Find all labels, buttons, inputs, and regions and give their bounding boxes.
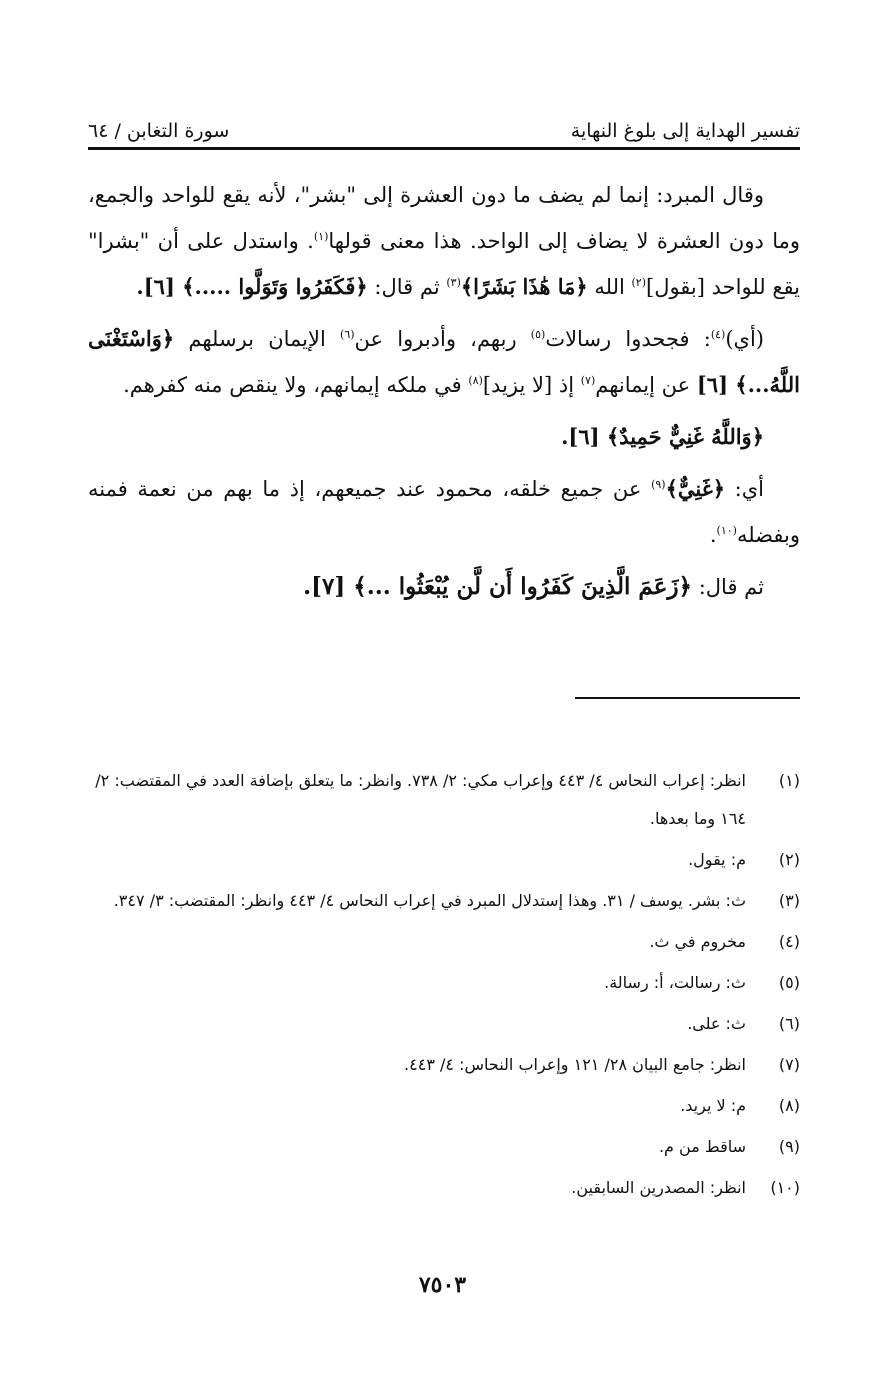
footnote-number: (٥): [778, 973, 800, 992]
footnote-text: انظر: جامع البيان ٢٨/ ١٢١ وإعراب النحاس: ٤/ ٤٤٣.: [404, 1055, 746, 1074]
footnote-item: [88, 762, 800, 838]
running-header: [88, 108, 800, 142]
page-number: ٧٥٠٣: [418, 1272, 467, 1298]
footnote-item: [88, 1087, 800, 1125]
footnote-ref-10: (١٠): [716, 524, 737, 537]
paragraph-1: وقال المبرد: إنما لم يضف ما دون العشرة إلى "بشر"، لأنه يقع للواحد والجمع، وما دون العشرة لا يضاف إلى الواحد. هذا معنى قولها$^{(١)}$. واستدل على أن "بشرا" يقع للواحد [بقول]$^{(٢)}$ الله ﴿مَا هَٰذَا بَشَرًا﴾$^{(٣)}$ ثم قال: ﴿فَكَفَرُوا وَتَوَلَّوا .....﴾ [٦].: [88, 183, 800, 299]
footnote-item: [88, 841, 800, 879]
quran-verse: ﴿غَنِيٌّ﴾: [665, 476, 726, 501]
footnote-ref-9: (٩): [651, 478, 666, 491]
footnote-ref-4: (٤): [710, 328, 726, 341]
footnote-text: ث: رسالت، أ: رسالة.: [604, 973, 746, 992]
footnote-number: (١٠): [770, 1178, 800, 1197]
footnote-item: [88, 1005, 800, 1043]
footnote-text: ث: على.: [687, 1014, 746, 1033]
footnote-item: [88, 923, 800, 961]
footnote-ref-7: (٧): [580, 374, 596, 387]
footnote-number: (٤): [778, 932, 800, 951]
footnote-text: ث: بشر. يوسف / ٣١. وهذا إستدلال المبرد في إعراب النحاس ٤/ ٤٤٣ وانظر: المقتضب: ٣/ ٣٤٧.: [113, 891, 746, 910]
paragraph-5: ثم قال: ﴿زَعَمَ الَّذِينَ كَفَرُوا أَن لَّن يُبْعَثُوا ...﴾ [٧].: [303, 573, 764, 600]
footnote-item: [88, 1128, 800, 1166]
footnote-ref-5: (٥): [530, 328, 546, 341]
footnote-item: [88, 882, 800, 920]
footnote-number: (٢): [778, 850, 800, 869]
paragraph-3: [88, 414, 800, 460]
quran-verse: ﴿زَعَمَ الَّذِينَ كَفَرُوا أَن لَّن يُبْعَثُوا ...﴾ [٧].: [303, 573, 693, 600]
quran-verse: ﴿وَاسْتَغْنَى اللَّهُ...﴾ [٦]: [88, 326, 800, 397]
footnote-number: (٨): [778, 1096, 800, 1115]
footnote-text: ساقط من م.: [658, 1137, 746, 1156]
footnote-item: [88, 1046, 800, 1084]
footnote-text: مخروم في ث.: [649, 932, 746, 951]
surah-reference: سورة التغابن / ٦٤: [88, 120, 230, 142]
footnote-text: م: يقول.: [688, 850, 746, 869]
paragraph-2: (أي)$^{(٤)}$: فجحدوا رسالات$^{(٥)}$ ربهم، وأدبروا عن$^{(٦)}$ الإيمان برسلهم ﴿وَاسْتَغْنَى اللَّهُ...﴾ [٦] عن إيمانهم$^{(٧)}$ إذ [لا يزيد]$^{(٨)}$ في ملكه إيمانهم، ولا ينقص منه كفرهم.: [88, 326, 800, 397]
footnote-number: (٣): [778, 891, 800, 910]
footnote-ref-6: (٦): [340, 328, 355, 341]
book-title: تفسير الهداية إلى بلوغ النهاية: [570, 120, 800, 142]
footnote-number: (١): [778, 771, 800, 790]
footnote-number: (٧): [778, 1055, 800, 1074]
header-divider: [88, 147, 800, 150]
footnote-text: انظر: إعراب النحاس ٤/ ٤٤٣ وإعراب مكي: ٢/ ٧٣٨. وانظر: ما يتعلق بإضافة العدد في المقتضب: ٢/ ١٦٤ وما بعدها.: [95, 771, 746, 828]
footnote-divider: [575, 697, 800, 699]
footnote-ref-1: (١): [313, 230, 329, 243]
footnotes: [88, 762, 800, 1210]
quran-verse: ﴿وَاللَّهُ غَنِيٌّ حَمِيدٌ﴾ [٦].: [561, 424, 764, 449]
footnote-ref-3: (٣): [446, 276, 461, 289]
quran-verse: ﴿فَكَفَرُوا وَتَوَلَّوا .....﴾ [٦].: [136, 274, 368, 299]
main-text: [88, 172, 800, 616]
paragraph-4: أي: ﴿غَنِيٌّ﴾$^{(٩)}$ عن جميع خلقه، محمود عند جميعهم، إذ ما بهم من نعمة فمنه وبفضله$^{(١٠)}$.: [88, 476, 800, 547]
footnote-ref-2: (٢): [631, 276, 646, 289]
footnote-item: [88, 1169, 800, 1207]
footnote-number: (٦): [778, 1014, 800, 1033]
footnote-ref-8: (٨): [468, 374, 483, 387]
footnote-text: م: لا يريد.: [680, 1096, 746, 1115]
footnote-text: انظر: المصدرين السابقين.: [571, 1178, 746, 1197]
footnote-item: [88, 964, 800, 1002]
quran-verse: ﴿مَا هَٰذَا بَشَرًا﴾: [460, 274, 588, 299]
footnote-number: (٩): [778, 1137, 800, 1156]
